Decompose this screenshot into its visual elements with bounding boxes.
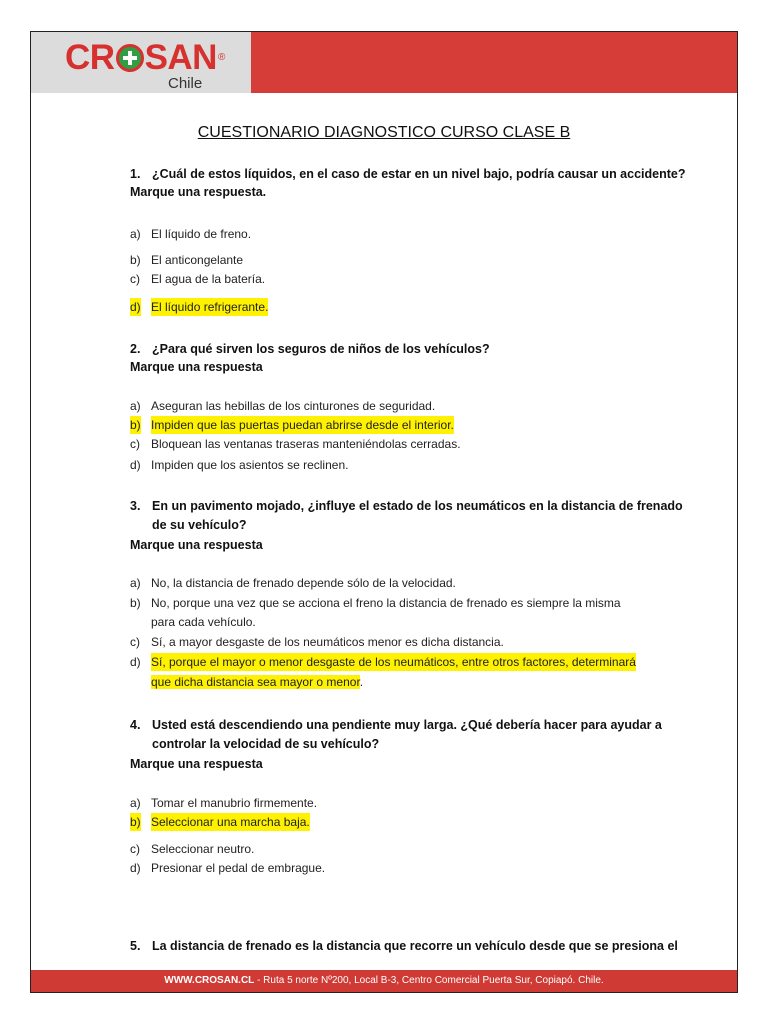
question-4-instruction: Marque una respuesta xyxy=(130,757,263,771)
question-3-line-2: de su vehículo? xyxy=(152,518,247,532)
question-text: ¿Para qué sirven los seguros de niños de los vehículos? xyxy=(152,342,490,356)
option-text-line-2 xyxy=(151,673,363,691)
page-footer xyxy=(31,970,737,992)
option-letter: b) xyxy=(130,253,141,267)
option-text: No, la distancia de frenado depende sólo de la velocidad. xyxy=(151,576,456,590)
option-text: Tomar el manubrio firmemente. xyxy=(151,796,318,810)
option-text: Bloquean las ventanas traseras manteniéndolas cerradas. xyxy=(151,437,461,451)
option-letter: a) xyxy=(130,227,141,241)
question-number: 1. xyxy=(130,167,141,181)
option-letter: a) xyxy=(130,399,141,413)
header-band xyxy=(251,32,737,93)
option-letter: d) xyxy=(130,861,141,875)
option-text: Aseguran las hebillas de los cinturones de seguridad. xyxy=(151,399,436,413)
option-letter: c) xyxy=(130,635,140,649)
option-letter: c) xyxy=(130,842,140,856)
question-1-instruction: Marque una respuesta. xyxy=(130,185,267,199)
option-letter: a) xyxy=(130,796,141,810)
question-5 xyxy=(130,937,678,955)
option-letter: d) xyxy=(130,300,141,314)
option-text: Presionar el pedal de embrague. xyxy=(151,861,326,875)
question-text: La distancia de frenado es la distancia que recorre un vehículo desde que se presiona el xyxy=(152,939,678,953)
question-number: 2. xyxy=(130,342,141,356)
option-letter: c) xyxy=(130,272,140,286)
question-number: 4. xyxy=(130,718,141,732)
option-text: Sí, a mayor desgaste de los neumáticos menor es dicha distancia. xyxy=(151,635,504,649)
question-2-instruction: Marque una respuesta xyxy=(130,360,263,374)
question-1 xyxy=(130,165,685,183)
question-text-line-1: En un pavimento mojado, ¿influye el estado de los neumáticos en la distancia de frenado xyxy=(152,499,683,513)
option-text-highlighted-line-1: Sí, porque el mayor o menor desgaste de los neumáticos, entre otros factores, determinará xyxy=(151,655,636,669)
footer-website: WWW.CROSAN.CL xyxy=(164,975,255,986)
question-4 xyxy=(130,716,662,734)
logo-subtitle: Chile xyxy=(168,75,203,92)
logo-text-left: CR xyxy=(65,38,115,77)
document-page xyxy=(30,31,738,993)
option-text-highlighted: Seleccionar una marcha baja. xyxy=(151,815,310,829)
option-text: El líquido de freno. xyxy=(151,227,252,241)
question-text-line-1: Usted está descendiendo una pendiente muy larga. ¿Qué debería hacer para ayudar a xyxy=(152,718,662,732)
option-text-highlighted: Impiden que las puertas puedan abrirse desde el interior. xyxy=(151,418,454,432)
cross-icon xyxy=(116,44,144,72)
registered-mark: ® xyxy=(217,52,225,63)
crosan-logo xyxy=(65,40,225,75)
option-text-tail: . xyxy=(359,675,364,689)
option-letter: d) xyxy=(130,655,141,669)
option-text-line-1: No, porque una vez que se acciona el freno la distancia de frenado es siempre la misma xyxy=(151,596,621,610)
option-text-highlighted-line-2: que dicha distancia sea mayor o menor xyxy=(151,675,360,689)
option-text: El anticongelante xyxy=(151,253,244,267)
question-text: ¿Cuál de estos líquidos, en el caso de estar en un nivel bajo, podría causar un accidente? xyxy=(152,167,686,181)
option-letter: a) xyxy=(130,576,141,590)
option-text-highlighted: El líquido refrigerante. xyxy=(151,300,269,314)
option-text: El agua de la batería. xyxy=(151,272,266,286)
question-number: 5. xyxy=(130,939,141,953)
logo-area xyxy=(31,32,251,93)
question-number: 3. xyxy=(130,499,141,513)
footer-address: - Ruta 5 norte Nº200, Local B-3, Centro Comercial Puerta Sur, Copiapó. Chile. xyxy=(254,975,604,986)
page-title: CUESTIONARIO DIAGNOSTICO CURSO CLASE B xyxy=(197,124,571,141)
option-letter: b) xyxy=(130,815,141,829)
question-4-line-2: controlar la velocidad de su vehículo? xyxy=(152,737,380,751)
logo-text-right: SAN xyxy=(144,38,217,77)
option-letter: b) xyxy=(130,418,141,432)
question-3 xyxy=(130,497,683,515)
option-letter: b) xyxy=(130,596,141,610)
option-text-line-2: para cada vehículo. xyxy=(151,615,256,629)
option-text: Impiden que los asientos se reclinen. xyxy=(151,458,349,472)
question-3-instruction: Marque una respuesta xyxy=(130,538,263,552)
question-2 xyxy=(130,340,490,358)
option-letter: c) xyxy=(130,437,140,451)
option-letter: d) xyxy=(130,458,141,472)
option-text: Seleccionar neutro. xyxy=(151,842,255,856)
